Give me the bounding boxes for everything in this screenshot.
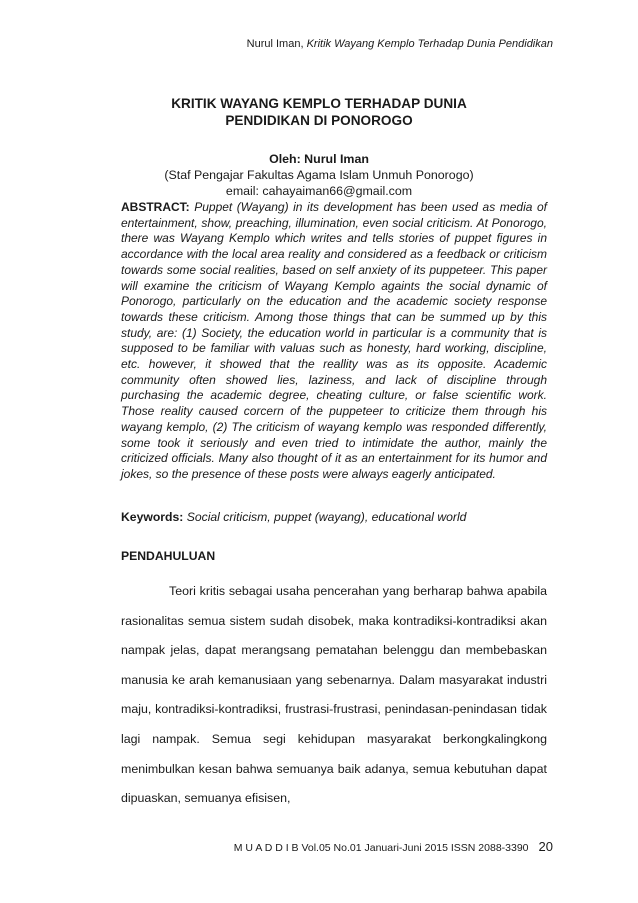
footer-journal: M U A D D I B Vol.05 No.01 Januari-Juni 2015 ISSN 2088-3390 [233,842,529,854]
author-block [0,151,638,199]
paper-title-line-2: PENDIDIKAN DI PONOROGO [225,113,413,128]
page-footer [234,839,553,854]
keywords-label: Keywords: [121,510,184,524]
section-heading: PENDAHULUAN [121,549,216,563]
paper-title [0,95,638,129]
abstract-text: Puppet (Wayang) in its development has been used as media of entertainment, show, preaching, illumination, even social criticism. At Ponorogo, there was Wayang Kemplo which writes and tells stories of puppet figures in accordance with the local area reality and considered as a feedback or criticism towards some social realities, based on self anxiety of its puppeteer. This paper will examine the criticism of Wayang Kemplo againts the social dynamic of Ponorogo, particularly on the education and the academic society response towards these criticism. Among those things that can be summed up by this study, are: (1) Society, the education world in particular is a community that is supposed to be familiar with valuas such as honesty, hard working, discipline, etc. however, it showed that the reallity was as its opposite. Academic community often showed lies, laziness, and lack of discipline through purchasing the academic degree, cheating culture, or false scientific work. Those reality caused corcern of the puppeteer to criticize them through his wayang kemplo, (2) The criticism of wayang kemplo was responded differently, some took it seriously and even tried to intimidate the author, mainly the criticized officials. Many also thought of it as an entertainment for its humor and jokes, so the presence of these posts were always eagerly anticipated. [121,200,547,481]
keywords [121,510,547,524]
body-paragraph: Teori kritis sebagai usaha pencerahan yang berharap bahwa apabila rasionalitas semua sistem sudah disobek, maka kontradiksi-kontradiksi akan nampak jelas, dapat merangsang pematahan belenggu dan membebaskan manusia ke arah kemanusiaan yang sebenarnya. Dalam masyarakat industri maju, kontradiksi-kontradiksi, frustrasi-frustrasi, penindasan-penindasan tidak lagi nampak. Semua segi kehidupan masyarakat berkongkalingkong menimbulkan kesan bahwa semuanya baik adanya, semua kebutuhan dapat dipuaskan, semuanya efisisen, [121,584,547,806]
body-text [121,577,547,814]
author-affiliation: (Staf Pengajar Fakultas Agama Islam Unmuh Ponorogo) [164,168,474,182]
header-author: Nurul Iman, [246,38,307,50]
paper-title-line-1: KRITIK WAYANG KEMPLO TERHADAP DUNIA [171,96,467,111]
author-email: email: cahayaiman66@gmail.com [225,184,413,198]
abstract [121,200,547,483]
running-header [247,38,553,50]
keywords-text: Social criticism, puppet (wayang), educational world [183,510,467,524]
header-title: Kritik Wayang Kemplo Terhadap Dunia Pendidikan [306,38,553,50]
abstract-label: ABSTRACT: [121,200,190,214]
author-name: Oleh: Nurul Iman [269,152,369,166]
page-number: 20 [538,839,553,854]
